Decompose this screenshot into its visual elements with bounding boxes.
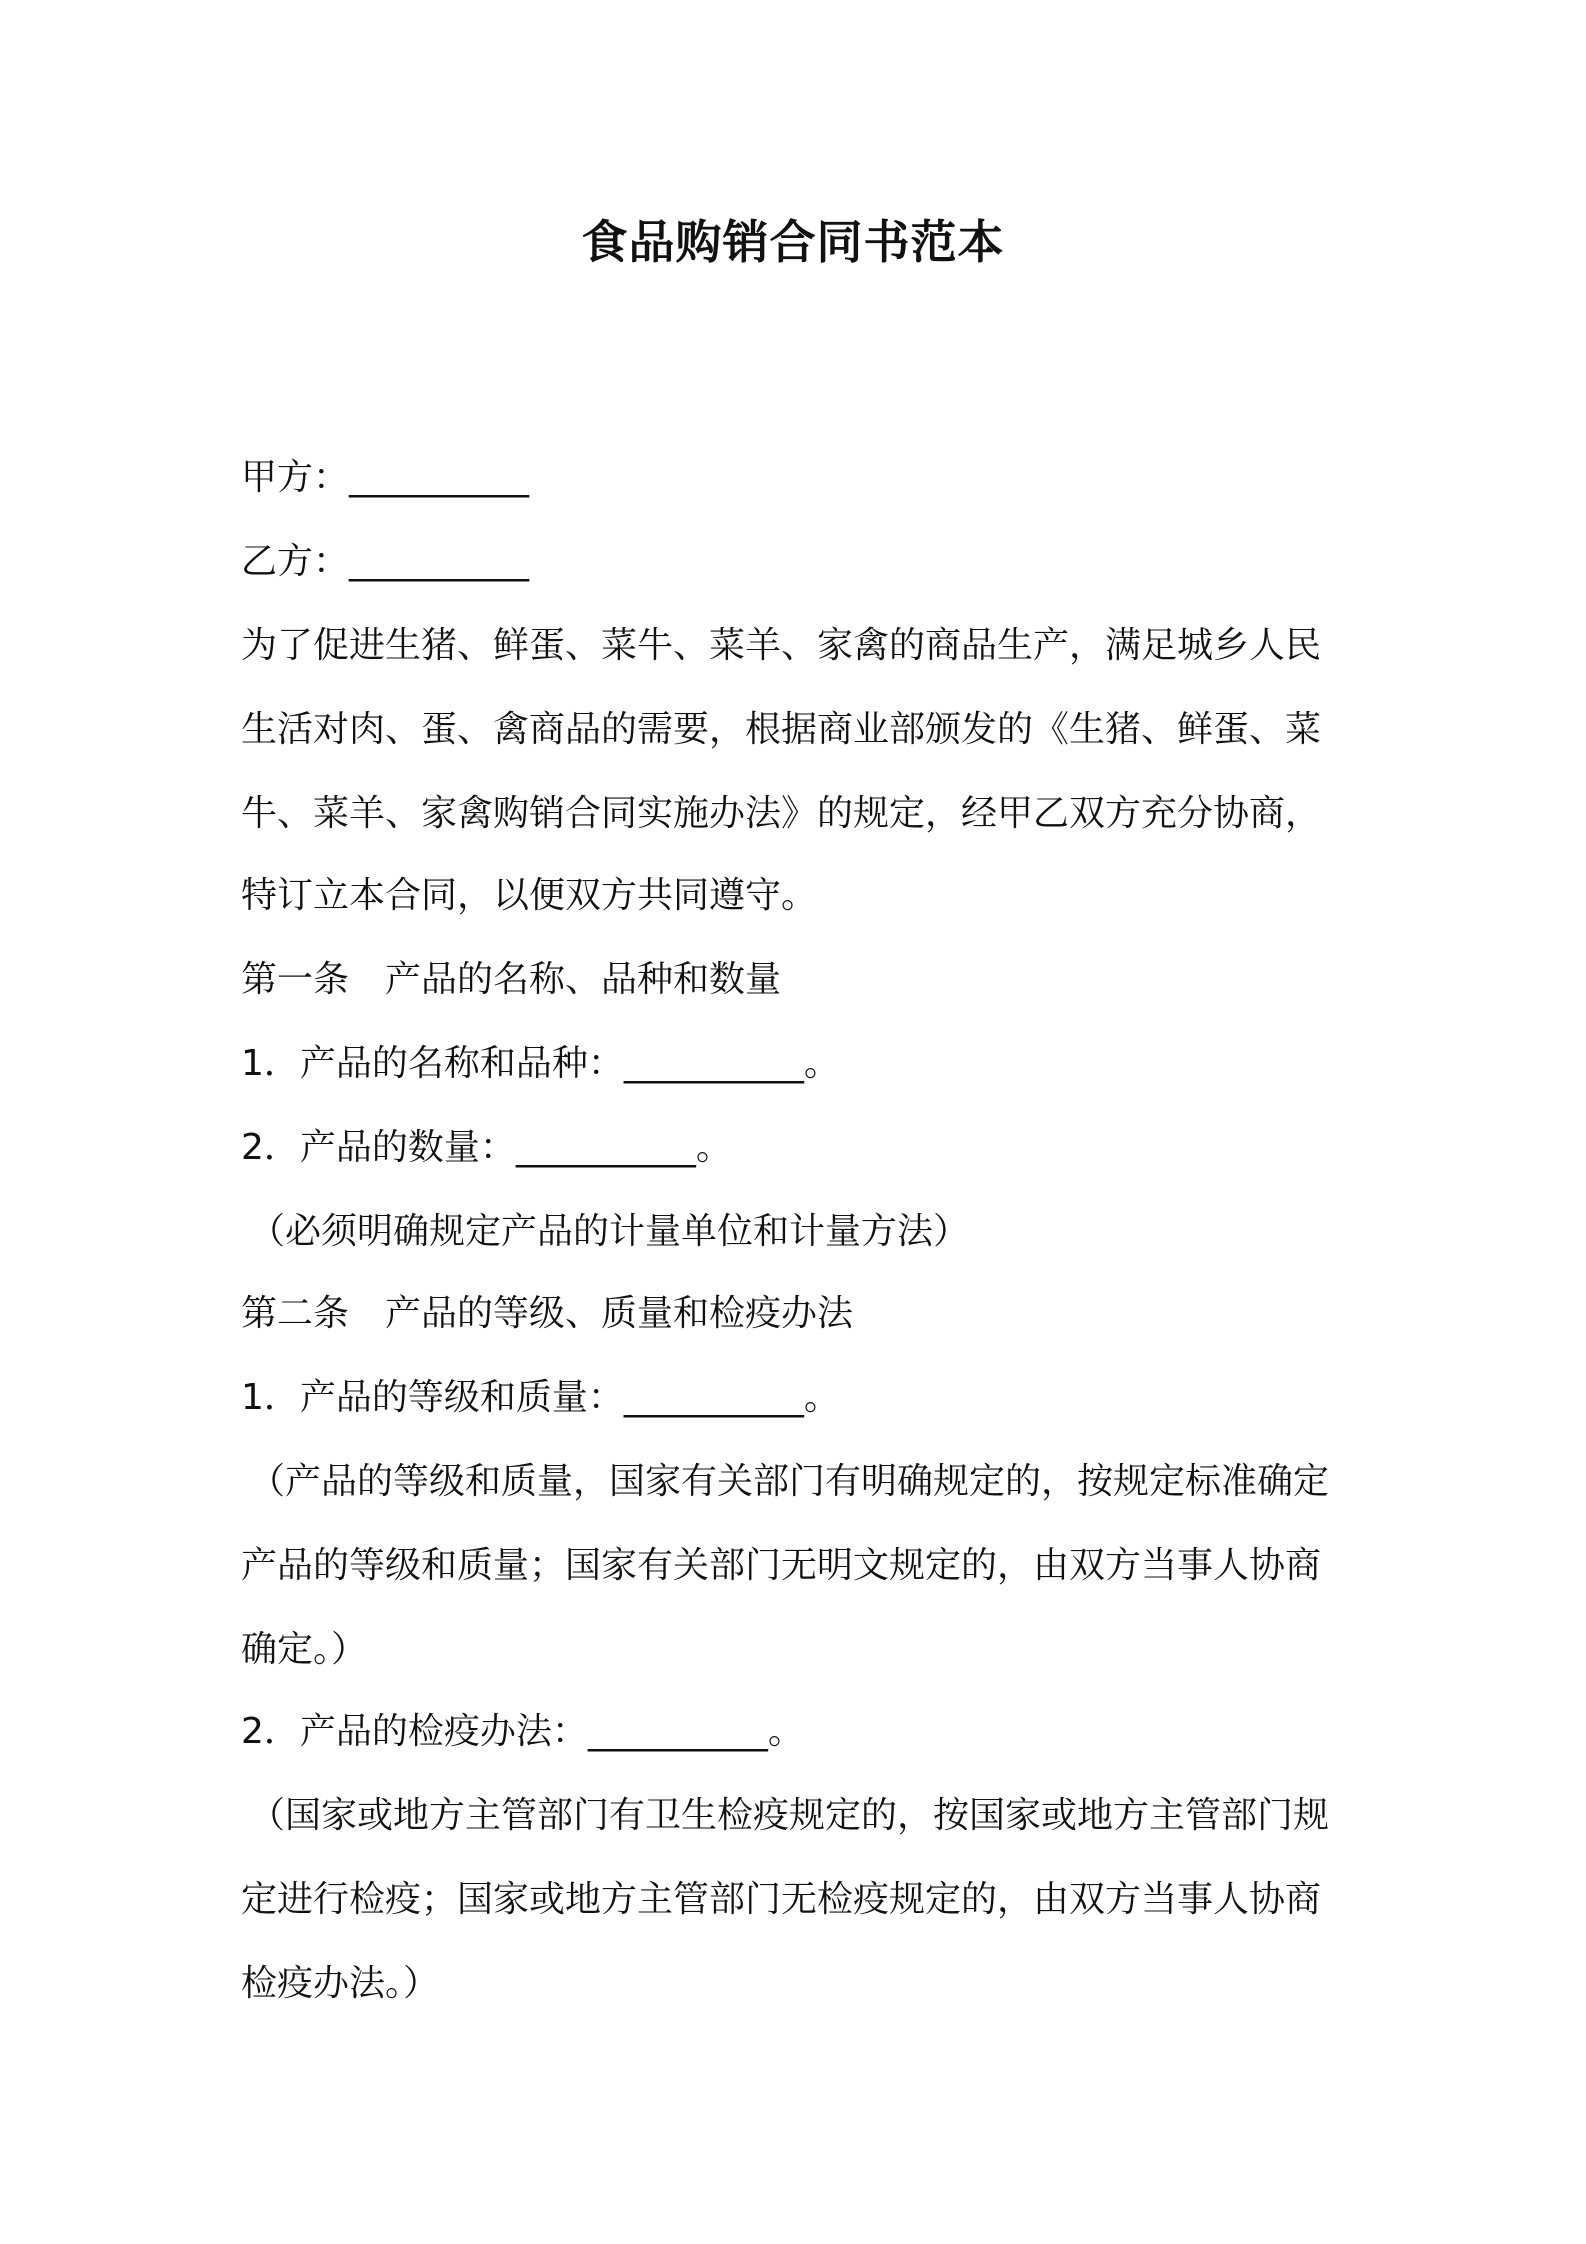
article-1-heading: 第一条 产品的名称、品种和数量 [241, 959, 782, 1000]
article-2-item-2: 2．产品的检疫办法：__________。 [241, 1711, 804, 1752]
preamble-line-2: 生活对肉、蛋、禽商品的需要，根据商业部颁发的《生猪、鲜蛋、菜 [241, 709, 1322, 750]
article-1-item-1: 1．产品的名称和品种：__________。 [241, 1043, 840, 1084]
article-2-note-1-line-1: （产品的等级和质量，国家有关部门有明确规定的，按规定标准确定 [249, 1461, 1330, 1502]
article-2-note-2-line-2: 定进行检疫；国家或地方主管部门无检疫规定的，由双方当事人协商 [241, 1879, 1322, 1920]
preamble-line-4: 特订立本合同，以便双方共同遵守。 [241, 875, 818, 916]
article-2-note-2-line-3: 检疫办法。） [241, 1963, 440, 2004]
article-1-item-2: 2．产品的数量：__________。 [241, 1127, 732, 1168]
document-title: 食品购销合同书范本 [581, 215, 1005, 269]
article-2-note-2-line-1: （国家或地方主管部门有卫生检疫规定的，按国家或地方主管部门规 [249, 1795, 1330, 1836]
article-2-heading: 第二条 产品的等级、质量和检疫办法 [241, 1293, 854, 1334]
article-2-item-1: 1．产品的等级和质量：__________。 [241, 1377, 840, 1418]
preamble-line-1: 为了促进生猪、鲜蛋、菜牛、菜羊、家禽的商品生产，满足城乡人民 [241, 625, 1322, 666]
party-b-line: 乙方：__________ [241, 541, 530, 582]
article-2-note-1-line-3: 确定。） [241, 1629, 368, 1670]
party-a-line: 甲方：__________ [241, 457, 530, 498]
article-1-note: （必须明确规定产品的计量单位和计量方法） [249, 1211, 970, 1252]
preamble-line-3: 牛、菜羊、家禽购销合同实施办法》的规定，经甲乙双方充分协商， [241, 793, 1322, 834]
article-2-note-1-line-2: 产品的等级和质量；国家有关部门无明文规定的，由双方当事人协商 [241, 1545, 1322, 1586]
